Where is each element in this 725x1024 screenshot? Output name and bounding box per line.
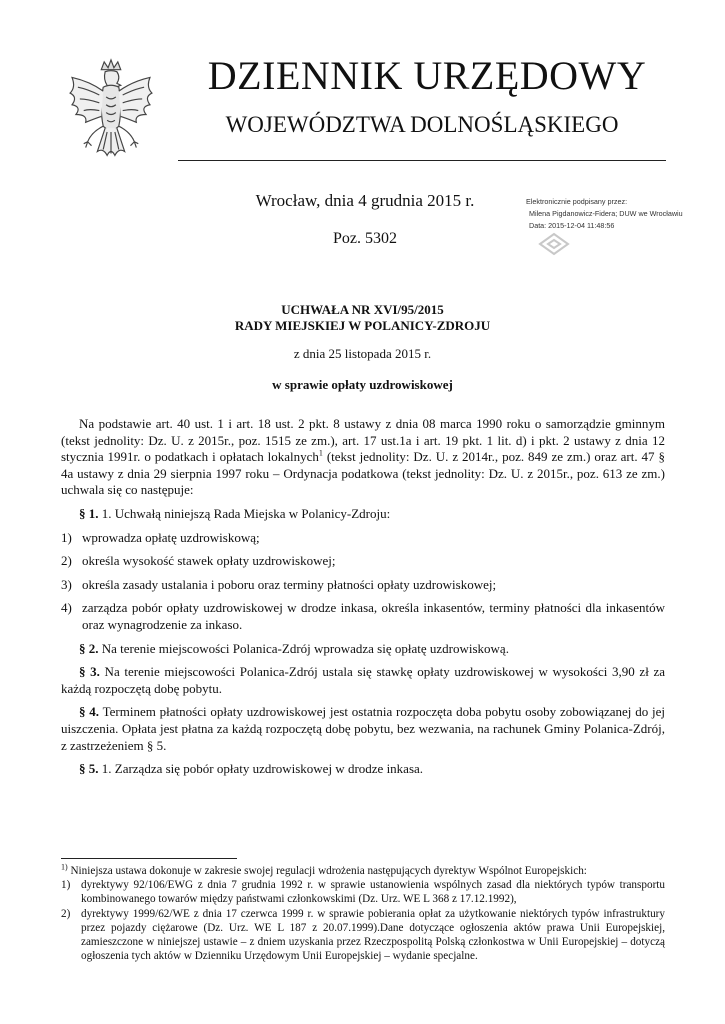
polish-eagle-emblem-icon xyxy=(62,58,160,170)
resolution-number: UCHWAŁA NR XVI/95/2015 xyxy=(281,302,444,317)
publication-dateline: Wrocław, dnia 4 grudnia 2015 r. xyxy=(255,191,475,210)
section-4: § 4. Terminem płatności opłaty uzdrowiskowej jest ostatnia rozpoczęta doba pobytu osoby zobowiązanej do jej uiszczenia. Opłata jest płatna za każdą rozpoczętą dobę pobytu, bez wezwania, na rachunek Gminy Polanica-Zdrój, z zastrzeżeniem § 5. xyxy=(61,704,665,753)
list-item: 1) wprowadza opłatę uzdrowiskową; xyxy=(61,529,260,545)
resolution-date: z dnia 25 listopada 2015 r. xyxy=(293,346,432,361)
footnote-marker: 1) xyxy=(61,862,68,872)
list-item: 3) określa zasady ustalania i poboru oraz terminy płatności opłaty uzdrowiskowej; xyxy=(61,576,497,592)
signature-date: Data: 2015-12-04 11:48:56 xyxy=(529,221,615,230)
section-5: § 5. 1. Zarządza się pobór opłaty uzdrowiskowej w drodze inkasa. xyxy=(79,761,424,777)
signature-signer: Milena Pigdanowicz-Fidera; DUW we Wrocławiu xyxy=(529,209,683,218)
footnote-intro: $^{1)}$ Niniejsza ustawa dokonuje w zakresie swojej regulacji wdrożenia następujących dyrektyw Wspólnot Europejskich: xyxy=(61,862,587,877)
journal-title: DZIENNIK URZĘDOWY xyxy=(207,53,647,98)
footnote xyxy=(61,864,665,963)
signature-label: Elektronicznie podpisany przez: xyxy=(526,197,628,206)
footnote-item: 2) dyrektywy 1999/62/WE z dnia 17 czerwca 1999 r. w sprawie pobierania opłat za użytkowanie niektórych typów infrastruktury przez pojazdy ciężarowe (Dz. Urz. WE L 187 z 20.07.1999).Dane dotyczące ogłoszenia aktów prawa Unii Europejskiej, zamieszczone w niniejszej ustawie – z dniem uzyskania przez Rzeczpospolitą Polską członkostwa w Unii Europejskiej – dotyczą ogłoszenia tych aktów w Dzienniku Urzędowym Unii Europejskiej – wydanie specjalne. xyxy=(61,907,665,963)
list-item: 2) określa wysokość stawek opłaty uzdrowiskowej; xyxy=(61,553,336,569)
preamble: Na podstawie art. 40 ust. 1 i art. 18 ust. 2 pkt. 8 ustawy z dnia 08 marca 1990 roku o samorządzie gminnym (tekst jednolity: Dz. U. z 2015r., poz. 1515 ze zm.), art. 17 ust.1a i art. 19 pkt. 1 lit. d) i pkt. 2 ustawy z dnia 12 stycznia 1991r. o podatkach i opłatach lokalnych$^1$ (tekst jednolity: Dz. U. z 2014r., poz. 849 ze zm.) oraz art. 47 § 4a ustawy z dnia 29 sierpnia 1997 roku – Ordynacja podatkowa (tekst jednolity: Dz. U. z 2015r., poz. 613 ze zm.) uchwala się co następuje: xyxy=(61,416,665,498)
signature-watermark-icon xyxy=(536,230,572,256)
electronic-signature-block xyxy=(526,196,722,232)
footnote-item: 1) dyrektywy 92/106/EWG z dnia 7 grudnia 1992 r. w sprawie ustanowienia wspólnych zasad dla niektórych typów transportu kombinowanego towarów między państwami członkowskimi (Dz. Urz. WE L 368 z 17.12.1992), xyxy=(61,879,665,906)
journal-subtitle: WOJEWÓDZTWA DOLNOŚLĄSKIEGO xyxy=(225,112,619,137)
section-1: § 1. 1. Uchwałą niniejszą Rada Miejska w Polanicy-Zdroju: xyxy=(79,505,391,521)
resolution-body xyxy=(61,416,665,778)
resolution-subject: w sprawie opłaty uzdrowiskowej xyxy=(272,377,453,392)
list-item: 4) zarządza pobór opłaty uzdrowiskowej w drodze inkasa, określa inkasentów, terminy płatności dla inkasentów oraz wynagrodzenie za inkaso. xyxy=(61,600,665,632)
masthead-divider xyxy=(178,160,666,161)
section-2: § 2. Na terenie miejscowości Polanica-Zdrój wprowadza się opłatę uzdrowiskową. xyxy=(79,640,509,656)
footnote-ref: 1 xyxy=(318,448,323,458)
position-number: Poz. 5302 xyxy=(333,230,397,247)
section-3: § 3. Na terenie miejscowości Polanica-Zdrój ustala się stawkę opłaty uzdrowiskowej w wysokości 3,90 zł za każdą rozpoczętą dobę pobytu. xyxy=(61,664,665,696)
footnote-divider xyxy=(61,858,237,859)
resolution-issuer: RADY MIEJSKIEJ W POLANICY-ZDROJU xyxy=(234,318,491,333)
